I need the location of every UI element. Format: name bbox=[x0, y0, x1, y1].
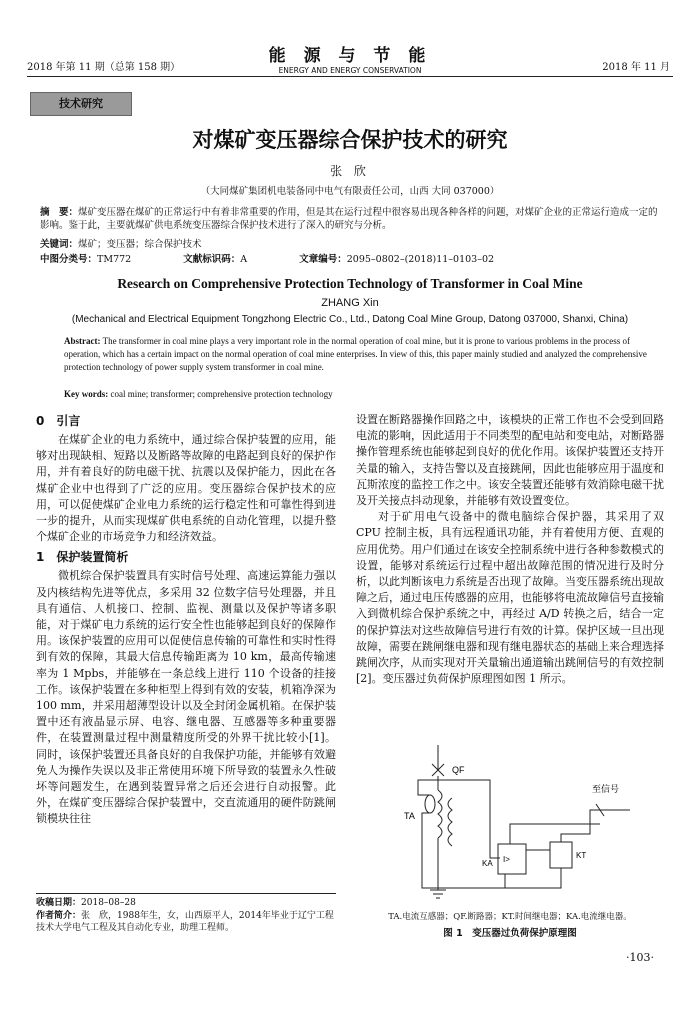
doc-code-label: 文献标识码： bbox=[183, 254, 241, 265]
received-label: 收稿日期： bbox=[36, 898, 82, 908]
article-no-label: 文章编号： bbox=[299, 254, 347, 265]
footnote bbox=[36, 897, 336, 935]
clc-label: 中图分类号： bbox=[40, 254, 98, 265]
label-signal: 至信号 bbox=[592, 785, 620, 795]
header-left: 2018 年第 11 期（总第 158 期） bbox=[27, 62, 181, 73]
section-0-heading: 0 引言 bbox=[36, 414, 81, 428]
relay-ka-symbol: I> bbox=[503, 855, 510, 864]
ct-wire-bottom bbox=[422, 813, 505, 888]
relay-kt-box bbox=[550, 842, 572, 868]
author-bio bbox=[36, 910, 336, 935]
abstract-cn-text: 煤矿变压器在煤矿的正常运行中有着非常重要的作用，但是其在运行过程中很容易出现各种各样的问题，对煤矿企业的正常运行造成一定的影响。鉴于此，主要就煤矿供电系统变压器综合保护技术进行了深入的研究与分析。 bbox=[40, 207, 658, 231]
abstract-cn-label: 摘 要： bbox=[40, 207, 79, 218]
clc-value: TM772 bbox=[97, 254, 132, 265]
header-rule bbox=[27, 76, 673, 77]
author-affiliation: （大同煤矿集团机电装备同中电气有限责任公司，山西 大同 037000） bbox=[200, 186, 500, 197]
journal-name-cn: 能 源 与 节 能 bbox=[268, 46, 432, 66]
right-column bbox=[356, 412, 664, 687]
section-1-heading: 1 保护装置简析 bbox=[36, 550, 129, 565]
section-0-paragraph: 在煤矿企业的电力系统中，通过综合保护装置的应用，能够对出现缺相、短路以及断路等故障的电路起到良好的保护作用，并有着良好的防电磁干扰、抗震以及保护能力，因此在各煤矿企业中也得到了广泛的应用。变压器综合保护技术的应用，可以促使煤矿企业电力系统的运行稳定性和可靠性得到进一步的提升，从而实现煤矿供电系统的自动化管理，以提升整个煤矿企业的市场竞争力和经济效益。 bbox=[36, 433, 336, 544]
received-date bbox=[36, 897, 336, 910]
label-ka: KA bbox=[482, 859, 493, 868]
keywords-cn-label: 关键词： bbox=[40, 239, 79, 250]
bio-label: 作者简介： bbox=[36, 910, 82, 921]
keywords-cn-text: 煤矿；变压器；综合保护技术 bbox=[78, 239, 202, 250]
signal-wire bbox=[561, 810, 630, 842]
label-qf: QF bbox=[452, 765, 465, 775]
article-no-value: 2095–0802–(2018)11–0103–02 bbox=[346, 254, 495, 265]
abstract-en-text: The transformer in coal mine plays a very important role in the normal operation of coal mine, but it is prone to various problems in the process of operation, which has a certain impact on the normal operation of coal mine enterprises. In view of this, this paper mainly studied and analyzed the comprehensive protection technology of power supply system transformer in coal mine. bbox=[64, 336, 647, 372]
abstract-en-label: Abstract: bbox=[64, 336, 101, 346]
keywords-en bbox=[64, 388, 660, 401]
doc-code-value: A bbox=[240, 254, 248, 265]
affiliation-en: (Mechanical and Electrical Equipment Tongzhong Electric Co., Ltd., Datong Coal Mine Group, Datong 037000, Shanxi, China) bbox=[71, 314, 629, 325]
return-wire bbox=[505, 868, 561, 888]
journal-masthead bbox=[250, 41, 450, 75]
keywords-en-label: Key words: bbox=[64, 389, 109, 399]
paper-title-en: Research on Comprehensive Protection Technology of Transformer in Coal Mine bbox=[117, 276, 583, 291]
received-value: 2018–08–28 bbox=[81, 898, 136, 908]
transformer-secondary-winding bbox=[448, 798, 452, 846]
author-name-en: ZHANG Xin bbox=[321, 297, 379, 309]
header-right: 2018 年 11 月 bbox=[602, 62, 670, 73]
right-paragraph-2: 对于矿用电气设备中的微电脑综合保护器，其采用了双 CPU 控制主板，具有远程通讯功能，并有着使用方便、直观的应用优势。用户们通过在该安全控制系统中进行各种参数模式的设置，能够对系统运行过程中超出故障范围的情况进行及时分析，以此判断该电力系统是否出现了故障。当变压器系统出现故障之后，通过电压传感器的应用，也能够将电流故障信号直接输入到微机综合保护系统之中，再经过 A/D 转换之后，结合一定的保护算法对这些故障信号进行有效的计算。保护区域一旦出现故障，需要在跳闸继电器和现有继电器状态的基础上来合理选择跳闸次序，从而实现对开关量输出通道输出跳闸信号的有效控制[2]。变压器过负荷保护原理图如图 1 所示。 bbox=[356, 510, 664, 686]
section-1-paragraph: 微机综合保护装置具有实时信号处理、高速运算能力强以及内核结构先进等优点，多采用 32 位数字信号处理器，并且具有通信、人机接口、控制、监视、测量以及保护等诸多职能，对于煤矿电力系统的运行安全性也能够起到良好的保障作用。该保护装置的应用可以促使信息传输的可靠性和实时性得到有效的保障，其最大信息传输距离为 10 km，最高传输速率为 1 Mpbs，并能够在一条总线上进行 110 个设备的挂接工作。该保护装置在多种柜型上得到有效的安装，机箱净深为 100 mm，并采用超薄型设计以及全封闭金属机箱。在保护装置中还有液晶显示屏、电容、继电器、互感器等多种重要器件，在装置测量过程中测量精度所受的外界干扰比较小[1]。同时，该保护装置还具备良好的自我保护功能，并能够有效避免人为操作失误以及非正常使用环境下所导致的装置永久性破坏等问题发生，在遇到装置异常之后还会进行自动报警。此外，在煤矿变压器综合保护装置中，交直流通用的硬件防跳闸锁模块往往 bbox=[36, 569, 336, 826]
column-tag: 技术研究 bbox=[30, 92, 132, 116]
ct-wire-top bbox=[418, 780, 500, 858]
keywords-en-text: coal mine; transformer; comprehensive protection technology bbox=[110, 389, 333, 399]
figure-1-caption: 图 1 变压器过负荷保护原理图 bbox=[443, 928, 577, 939]
classification-line bbox=[40, 253, 666, 266]
ct-ta-core bbox=[425, 795, 435, 813]
right-paragraph-1: 设置在断路器操作回路之中，该模块的正常工作也不会受到回路电流的影响，因此适用于不同类型的配电站和变电站，对断路器操作管理系统也能够起到良好的优化作用。该保护装置还支持开关量的输入，支持告警以及直接跳闸，因此也能够应用于温度和瓦斯浓度的监控工作之中。该安全装置还能够有效消除电磁干扰及开关接点抖动现象，并能够有效设置变位。 bbox=[356, 413, 664, 508]
figure-1-legend: TA.电流互感器；QF.断路器；KT.时间继电器；KA.电流继电器。 bbox=[388, 912, 632, 922]
keywords-cn bbox=[40, 238, 666, 251]
footnote-rule bbox=[36, 893, 336, 894]
bio-text: 张 欣，1988年生，女，山西原平人，2014年毕业于辽宁工程技术大学电气工程及其自动化专业，助理工程师。 bbox=[36, 910, 334, 933]
abstract-cn bbox=[40, 206, 666, 232]
label-kt: KT bbox=[576, 851, 587, 860]
figure-1-diagram bbox=[390, 740, 660, 910]
author-name: 张 欣 bbox=[330, 164, 370, 178]
left-column bbox=[36, 412, 336, 828]
page-number: ·103· bbox=[626, 951, 654, 964]
transformer-primary-winding bbox=[438, 790, 442, 838]
label-ta: TA bbox=[404, 811, 415, 821]
abstract-en bbox=[64, 335, 660, 374]
journal-name-en: ENERGY AND ENERGY CONSERVATION bbox=[278, 66, 422, 75]
paper-title: 对煤矿变压器综合保护技术的研究 bbox=[192, 128, 508, 152]
